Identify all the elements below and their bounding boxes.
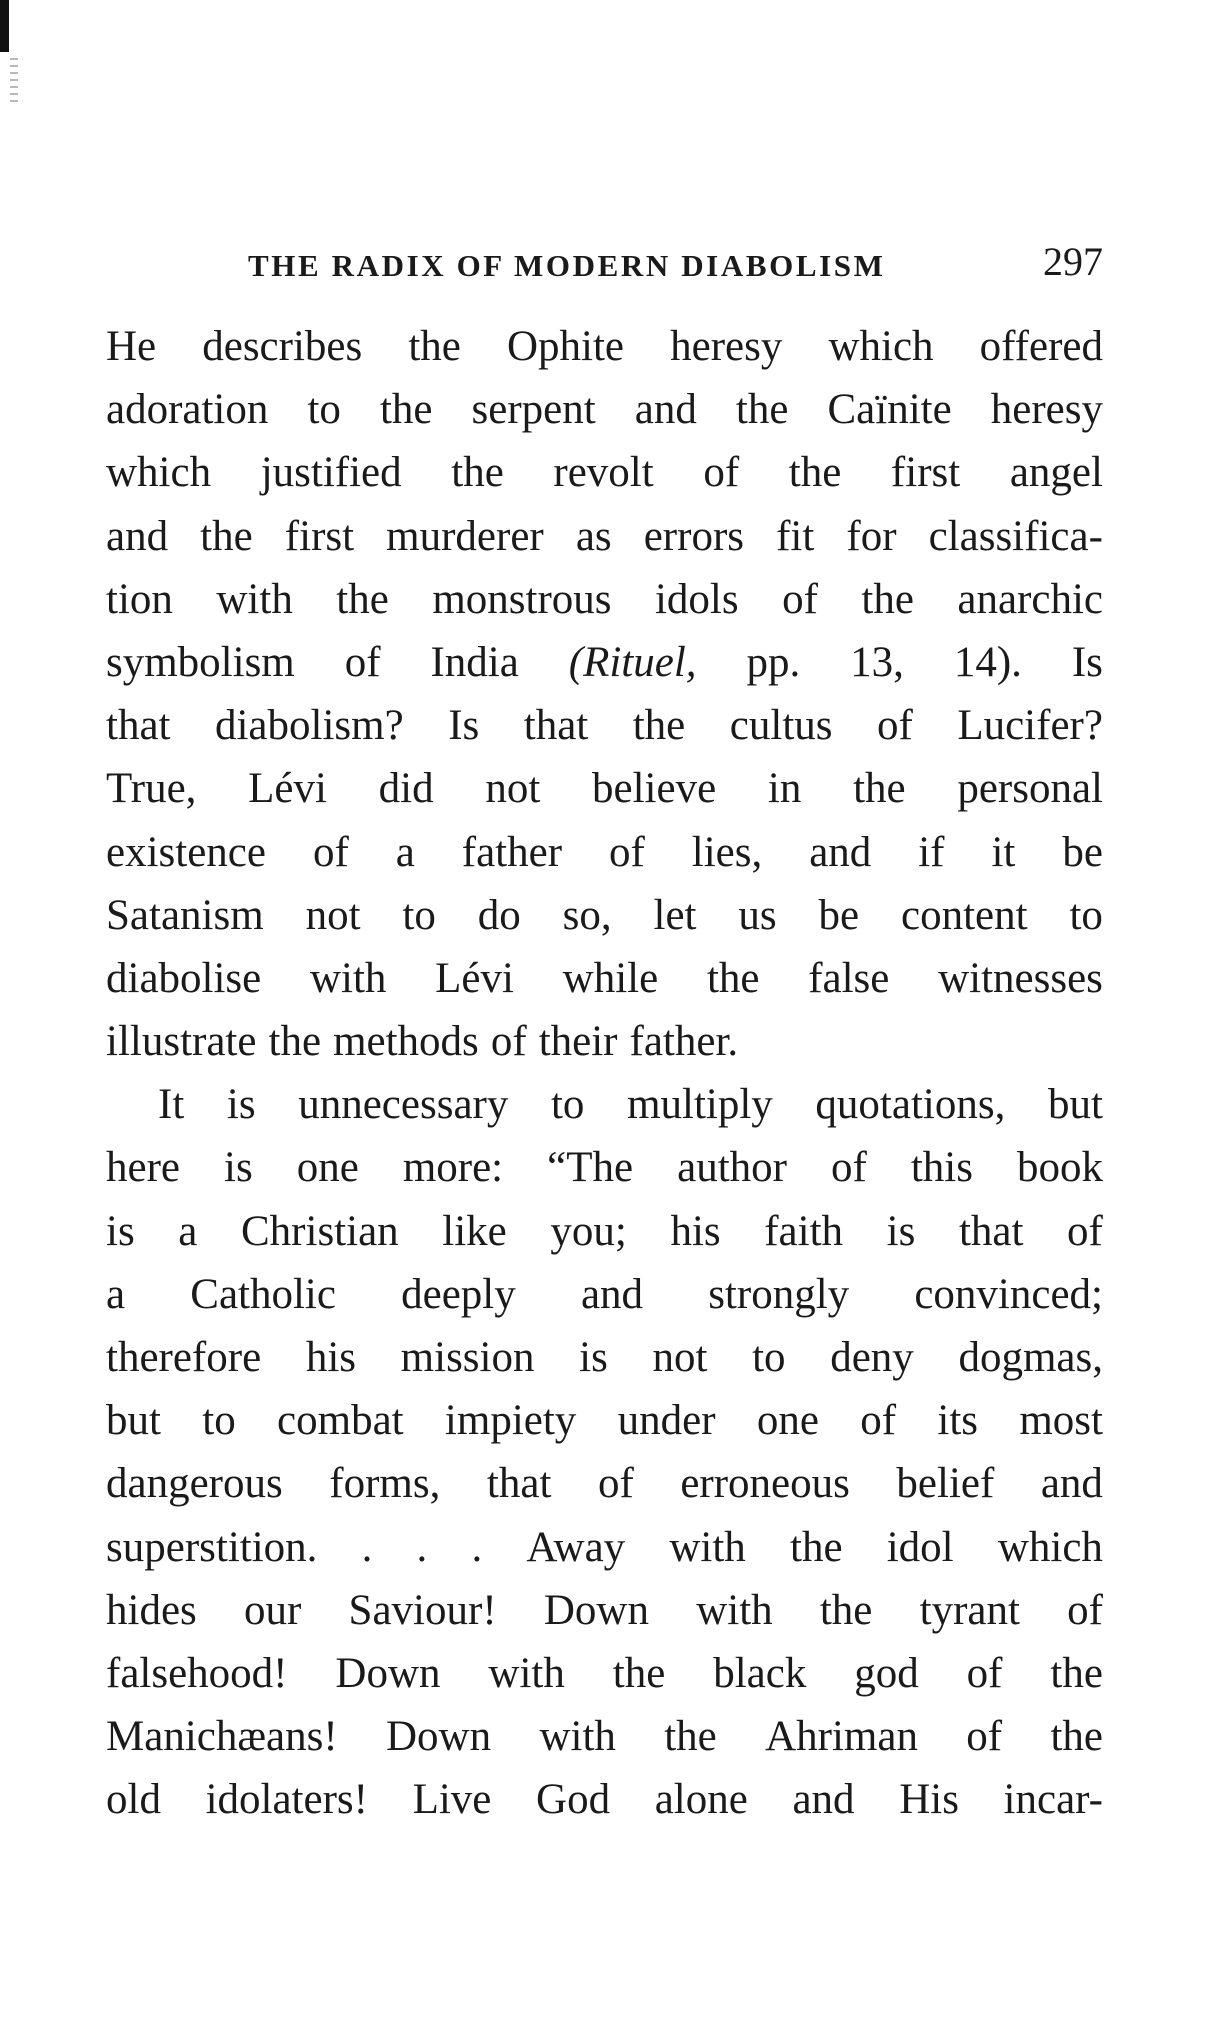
word: the [451, 449, 504, 497]
word: the [336, 575, 389, 623]
word: his [305, 1334, 357, 1381]
word: you; [550, 1207, 627, 1255]
word: heresy [990, 386, 1103, 434]
word: with [696, 1586, 773, 1634]
word: to [752, 1334, 786, 1381]
word: anarchic [957, 575, 1103, 623]
word: fit [776, 512, 815, 560]
word: Caïnite [827, 386, 952, 434]
page-edge-mark [0, 0, 9, 52]
text-line [106, 1712, 1103, 1775]
word: of [312, 828, 349, 876]
word: existence [106, 828, 266, 876]
word: Saviour! [348, 1586, 497, 1634]
word: Ahriman [765, 1713, 918, 1761]
word: let [653, 891, 697, 939]
word: heresy [670, 323, 783, 370]
word: 13, [850, 638, 904, 686]
word: first [284, 512, 355, 560]
word: the [706, 954, 760, 1002]
word: which [997, 1523, 1103, 1571]
word: It [158, 1081, 185, 1129]
word: forms, [329, 1460, 441, 1508]
word: strongly [708, 1270, 850, 1318]
word: dogmas, [958, 1334, 1103, 1381]
word: classifica- [928, 512, 1103, 560]
text-line [106, 1080, 1103, 1143]
word: He [106, 323, 157, 370]
word: his [670, 1207, 721, 1255]
word: symbolism [106, 638, 295, 686]
word: author [677, 1144, 787, 1192]
word: that [958, 1207, 1024, 1255]
word: pp. [746, 638, 801, 686]
word: revolt [553, 449, 654, 497]
word: Lucifer? [957, 702, 1103, 750]
word: Live [412, 1776, 492, 1824]
word: a [395, 828, 415, 876]
page-edge-speckle [10, 58, 18, 102]
word: is [579, 1334, 608, 1381]
word: Satanism [106, 891, 264, 939]
word: the [664, 1713, 717, 1761]
word: the [632, 702, 686, 750]
word: 14). [953, 638, 1022, 686]
word: their [538, 1018, 618, 1066]
word: of [703, 449, 740, 497]
word: of [1067, 1586, 1103, 1634]
word: Is [1071, 638, 1103, 686]
word: father. [629, 1018, 739, 1066]
word: to [1069, 891, 1103, 939]
word: with [539, 1713, 616, 1761]
word: angel [1009, 449, 1103, 497]
word: believe [592, 765, 717, 813]
word: false [808, 954, 890, 1002]
word: of [860, 1397, 897, 1445]
word: be [1062, 828, 1103, 876]
word: Catholic [190, 1270, 336, 1318]
word: a [106, 1270, 126, 1318]
word: methods [333, 1018, 479, 1066]
word: Ophite [506, 323, 625, 370]
word: of [490, 1018, 527, 1066]
word: of [966, 1713, 1003, 1761]
word: one [756, 1397, 819, 1445]
word: one [296, 1144, 359, 1192]
word: with [216, 575, 293, 623]
word: be [818, 891, 860, 939]
word: not [485, 765, 541, 813]
word: superstition. [106, 1523, 318, 1571]
word: is [226, 1081, 256, 1129]
word: of [966, 1649, 1003, 1697]
word: “The [547, 1144, 634, 1192]
word: Down [335, 1649, 441, 1697]
word: justified [260, 449, 402, 497]
text-line [106, 1333, 1103, 1396]
word: not [652, 1334, 708, 1381]
word: under [617, 1397, 716, 1445]
text-line [106, 448, 1103, 511]
word: old [106, 1776, 161, 1824]
word: India [430, 638, 519, 686]
page-header [248, 238, 1103, 288]
word: and [1040, 1460, 1103, 1508]
word: murderer [386, 512, 544, 560]
word: True, [106, 765, 197, 813]
word: Is [448, 702, 480, 750]
word: father [461, 828, 563, 876]
word: of [1067, 1207, 1103, 1255]
text-line [106, 1649, 1103, 1712]
word: but [1047, 1081, 1103, 1129]
word: so, [562, 891, 612, 939]
word: and [634, 386, 697, 434]
word: falsehood! [106, 1649, 288, 1697]
text-line [106, 764, 1103, 827]
word: Lévi [248, 765, 327, 813]
word: content [901, 891, 1028, 939]
word: quotations, [815, 1081, 1006, 1129]
word: His [899, 1776, 959, 1824]
word: the [408, 323, 461, 370]
word: tion [106, 575, 173, 623]
word: the [861, 575, 914, 623]
word: lies, [691, 828, 763, 876]
word: multiply [627, 1081, 773, 1129]
text-line [106, 1017, 1103, 1080]
text-line [106, 701, 1103, 764]
word: God [536, 1776, 611, 1824]
word: first [890, 449, 961, 497]
word: to [550, 1081, 585, 1129]
word: Down [386, 1713, 492, 1761]
word: convinced; [914, 1270, 1103, 1318]
word: personal [957, 765, 1103, 813]
word: Manichæans! [106, 1713, 338, 1761]
text-line [106, 638, 1103, 701]
word: adoration [106, 386, 269, 434]
word: as [575, 512, 612, 560]
word: of [782, 575, 818, 623]
word: which [828, 323, 934, 370]
word: more: [402, 1144, 504, 1192]
word: errors [643, 512, 744, 560]
word: and [792, 1776, 855, 1824]
word: the [819, 1586, 873, 1634]
text-line [106, 1586, 1103, 1649]
word: book [1016, 1144, 1103, 1192]
word: the [268, 1018, 322, 1066]
text-line [106, 512, 1103, 575]
text-line [106, 1396, 1103, 1459]
text-line [106, 1143, 1103, 1206]
word: is [106, 1207, 135, 1255]
word: our [244, 1586, 302, 1634]
word: with [309, 954, 387, 1002]
word: Down [543, 1586, 649, 1634]
word: deny [830, 1334, 914, 1381]
word: therefore [106, 1334, 262, 1381]
text-line [106, 1775, 1103, 1838]
word: if [918, 828, 945, 876]
text-line [106, 1270, 1103, 1333]
word: unnecessary [298, 1081, 509, 1129]
word: and [809, 828, 872, 876]
word: with [488, 1649, 565, 1697]
text-line [106, 575, 1103, 638]
word: did [378, 765, 434, 813]
word: not [305, 891, 361, 939]
word: to [202, 1397, 236, 1445]
word: monstrous [432, 575, 612, 623]
word: god [854, 1649, 919, 1697]
word: the [200, 512, 253, 560]
word: deeply [401, 1270, 516, 1318]
word: illustrate [106, 1018, 257, 1066]
word: with [669, 1523, 746, 1571]
word: that [106, 702, 171, 750]
word: . [361, 1523, 373, 1571]
word: diabolism? [214, 702, 404, 750]
word: tyrant [919, 1586, 1020, 1634]
word: hides [106, 1586, 197, 1634]
word: the [735, 386, 789, 434]
word: of [597, 1460, 634, 1508]
word: dangerous [106, 1460, 283, 1508]
word: a [178, 1207, 198, 1255]
word: Christian [241, 1207, 399, 1255]
word: Away [526, 1523, 626, 1571]
word: do [477, 891, 521, 939]
word: diabolise [106, 954, 262, 1002]
word: the [379, 386, 433, 434]
word: idols [654, 575, 739, 623]
word: faith [764, 1207, 844, 1255]
page-number: 297 [1043, 239, 1103, 284]
word: offered [979, 323, 1103, 370]
word: serpent [471, 386, 596, 434]
word: its [937, 1397, 979, 1445]
word: like [442, 1207, 507, 1255]
word: idol [886, 1523, 954, 1571]
running-head: THE RADIX OF MODERN DIABOLISM [248, 248, 886, 283]
word: which [106, 449, 212, 497]
word: this [910, 1144, 973, 1192]
text-line [106, 828, 1103, 891]
word: in [767, 765, 802, 813]
word: to [307, 386, 341, 434]
word: and [580, 1270, 644, 1318]
word: to [402, 891, 436, 939]
word: the [1050, 1649, 1103, 1697]
word: the [790, 1523, 843, 1571]
word: of [877, 702, 913, 750]
word: black [713, 1649, 807, 1697]
word: the [853, 765, 906, 813]
word: . [471, 1523, 483, 1571]
word: is [224, 1144, 253, 1192]
body-text [106, 322, 1103, 1839]
text-line [106, 954, 1103, 1017]
word: belief [896, 1460, 995, 1508]
word: incar- [1003, 1776, 1103, 1824]
word: most [1019, 1397, 1103, 1445]
word: that [523, 702, 589, 750]
word: combat [277, 1397, 404, 1445]
word: impiety [444, 1397, 577, 1445]
word: cultus [729, 702, 833, 750]
word: describes [202, 323, 363, 370]
text-line [106, 385, 1103, 448]
text-line [106, 1459, 1103, 1522]
text-line [106, 322, 1103, 385]
text-line [106, 1207, 1103, 1270]
word: us [738, 891, 777, 939]
word: alone [654, 1776, 748, 1824]
word: but [106, 1397, 161, 1445]
word: and [106, 512, 169, 560]
word: while [562, 954, 659, 1002]
word: mission [400, 1334, 535, 1381]
word: the [612, 1649, 666, 1697]
word: it [991, 828, 1016, 876]
word: of [830, 1144, 867, 1192]
word: the [788, 449, 842, 497]
text-line [106, 1523, 1103, 1586]
word: Lévi [435, 954, 514, 1002]
word: for [846, 512, 897, 560]
word: is [886, 1207, 916, 1255]
word: . [416, 1523, 428, 1571]
word: of [344, 638, 381, 686]
word: the [1050, 1713, 1103, 1761]
word: idolaters! [205, 1776, 368, 1824]
word: erroneous [680, 1460, 850, 1508]
word-italic: (Rituel, [568, 638, 697, 686]
text-line [106, 891, 1103, 954]
word: here [106, 1144, 180, 1192]
word: that [486, 1460, 552, 1508]
word: of [608, 828, 645, 876]
word: witnesses [938, 954, 1103, 1002]
